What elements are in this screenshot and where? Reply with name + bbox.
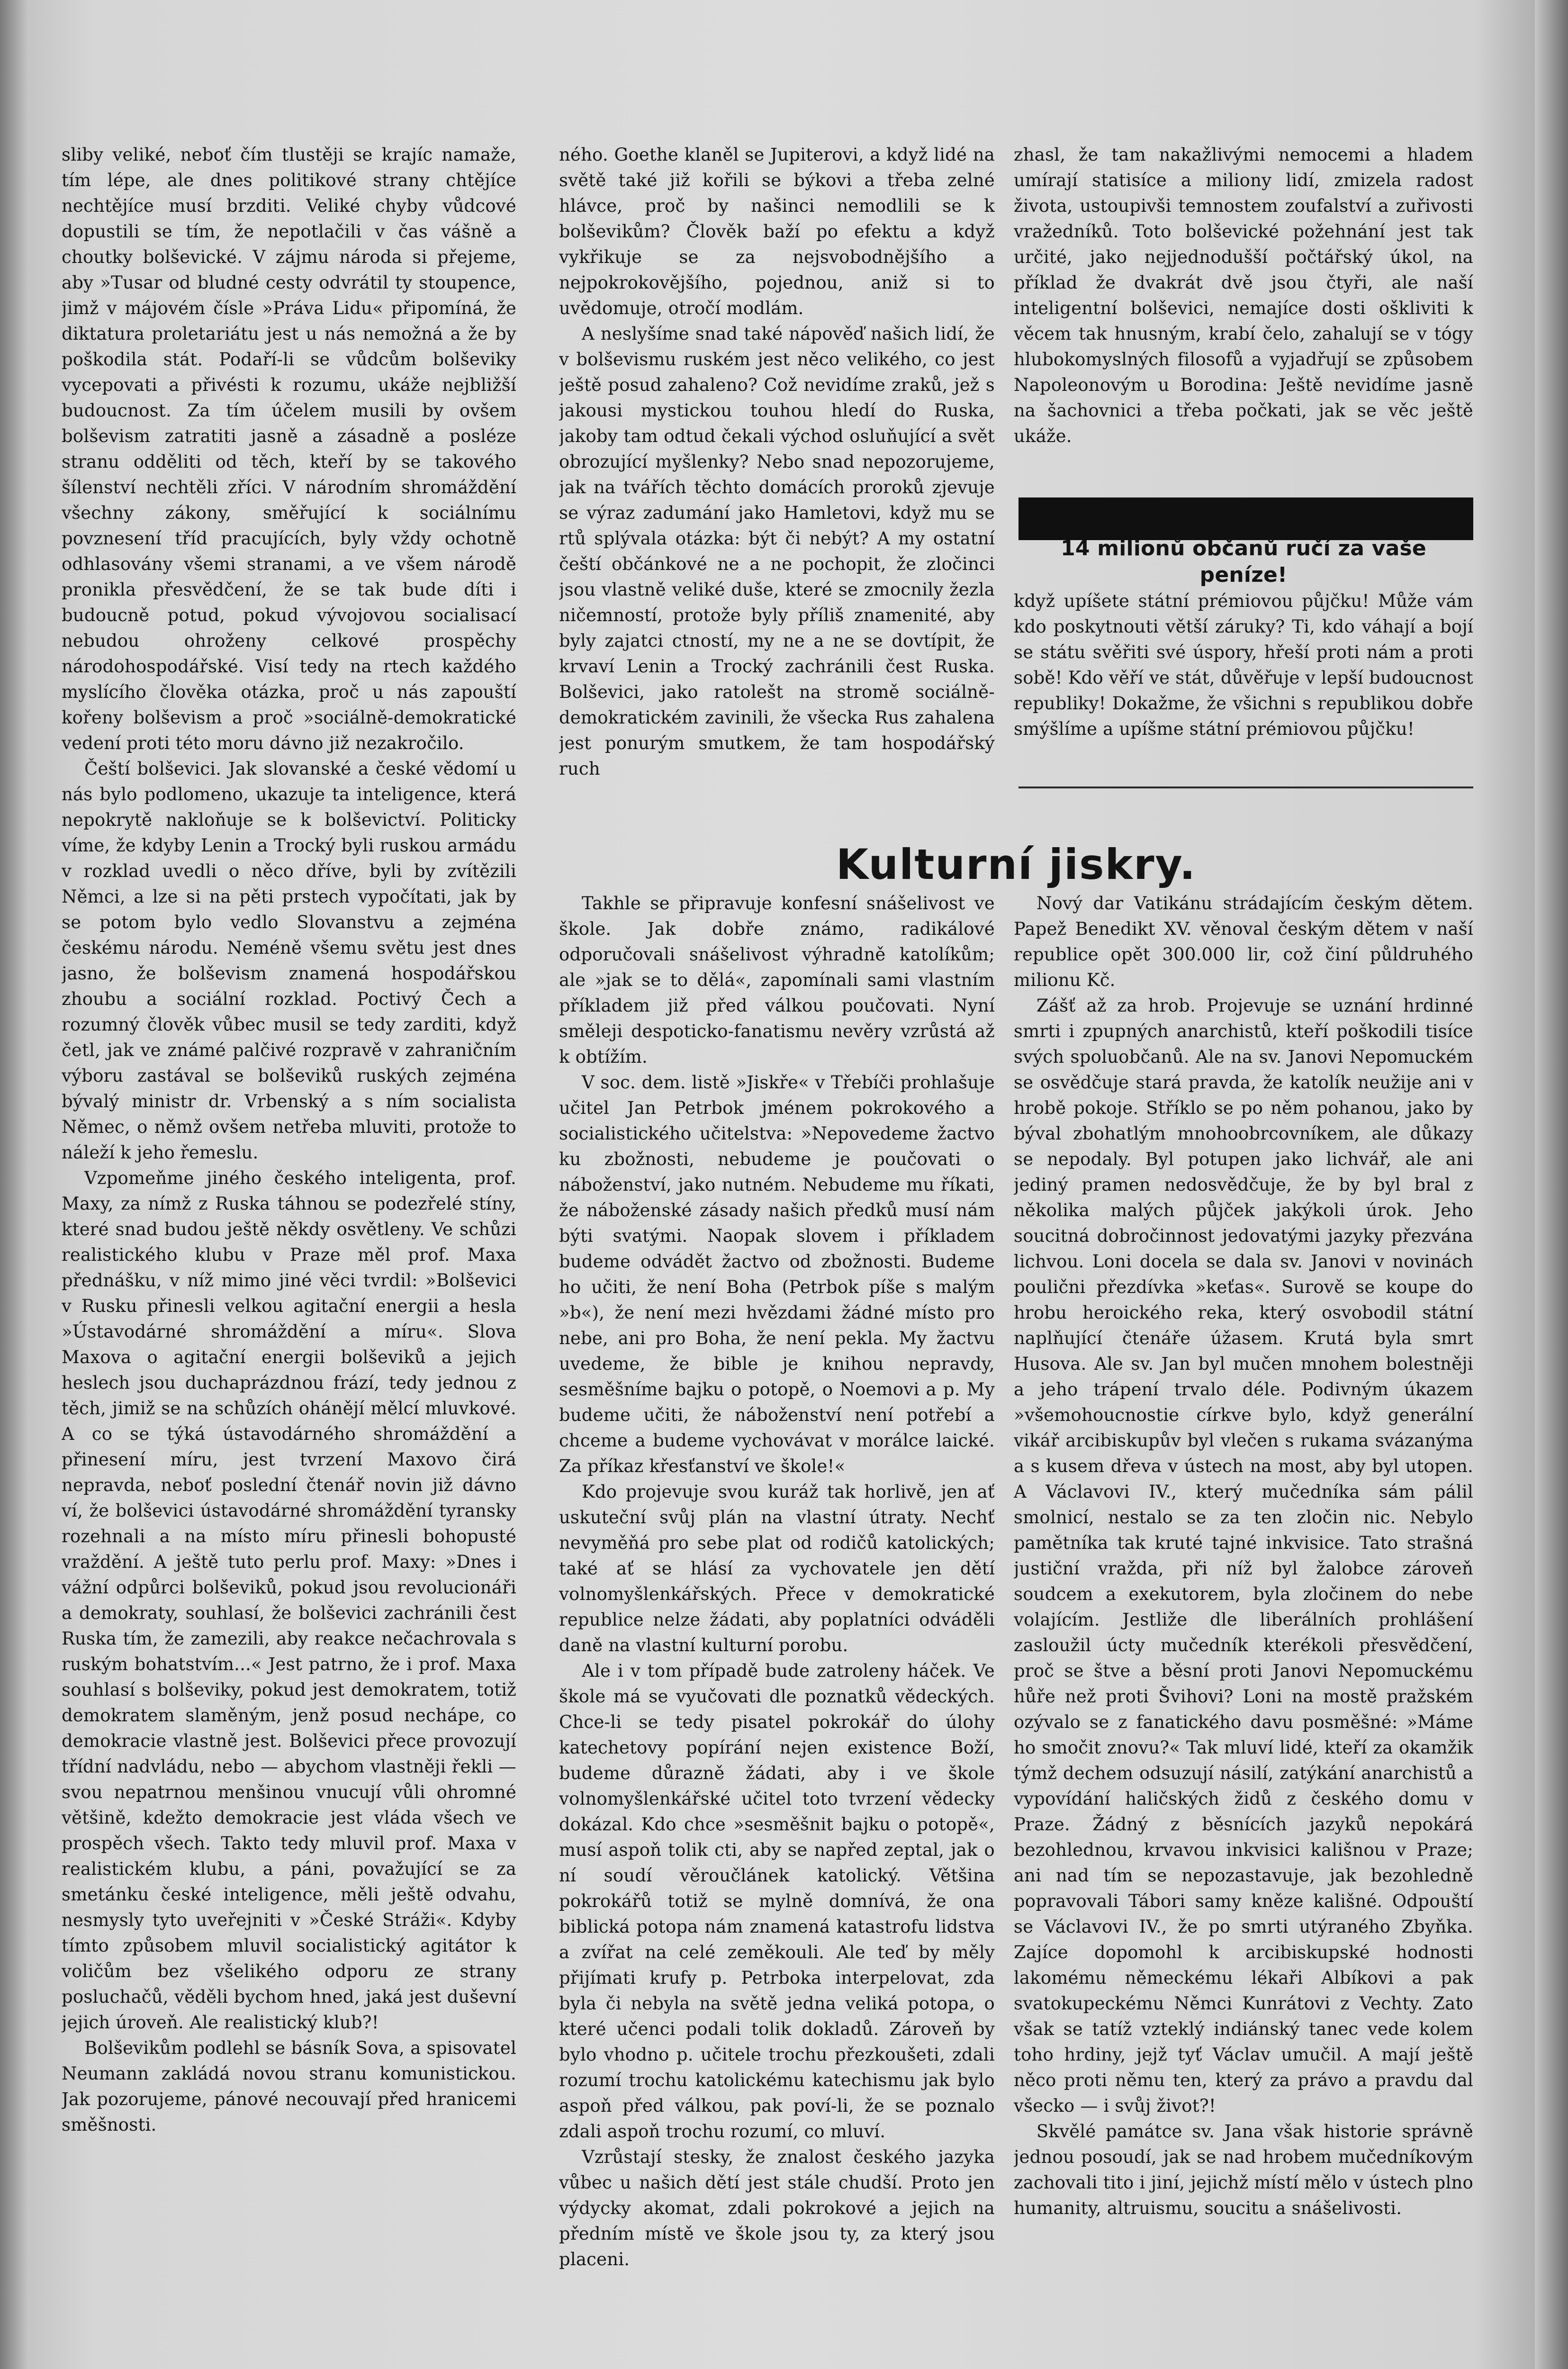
black-divider-bar (1018, 497, 1473, 540)
article-paragraph: zhasl, že tam nakažlivými nemocemi a hladem umírají statisíce a miliony lidí, zmizela radost života, ustoupivši temnostem zoufalství a zuřivosti vražedníků. Toto bolševické požehnání jest tak určité, jako nejjednodušší počtářský úkol, na příklad že dvakrát dvě jsou čtyři, ale naší inteligentní bolševici, nemajíce dosti oškliviti k věcem tak hnusným, krabí čelo, zahalují se v tógy hlubokomyslných filosofů a vyjadřují se způsobem Napoleonovým u Borodina: Ještě nevidíme jasně na šachovnici a třeba počkati, jak se věc ještě ukáže. (1014, 145, 1473, 446)
article-paragraph: A neslyšíme snad také nápověď našich lidí, že v bolševismu ruském jest něco velikého, co jest ještě posud zahaleno? Což nevidíme zraků, jež s jakousi mystickou touhou hledí do Ruska, jakoby tam odtud čekali východ osluňující a svět obrozující myšlenky? Nebo snad nepozorujeme, jak na tvářích těchto domácích proroků zjevuje se výraz zadumání jako Hamletovi, když mu se rtů splývala otázka: být či nebýt? A my ostatní čeští občánkové ne a ne pochopit, že zločinci jsou vlastně veliké duše, které se zmocnily žezla ničemností, protože byly příliš znamenité, aby byly zajatci ctností, my ne a ne se dovtípit, že krvaví Lenin a Trocký zachránili čest Ruska. Bolševici, jako ratolešt na stromě sociálně-demokratickém zavinili, že všecka Rus zahalena jest ponurým smutkem, že tam hospodářský ruch (559, 324, 995, 779)
article-paragraph: Čeští bolševici. Jak slovanské a české vědomí u nás bylo podlomeno, ukazuje ta inteligence, která nepokrytě nakloňuje se k bolševictví. Politicky víme, že kdyby Lenin a Trocký byli ruskou armádu v rozklad uvedli o něco dříve, byli by zvítězili Němci, a lze si na pěti prstech vypočítati, jak by se potom bylo vedlo Slovanstvu a zejména českému národu. Neméně všemu světu jest dnes jasno, že bolševism znamená hospodářskou zhoubu a sociální rozklad. Poctivý Čech a rozumný člověk vůbec musil se tedy zarditi, když četl, jak ve známé palčivé rozpravě v zahraničním výboru zastával se bolševiků ruských zejména bývalý ministr dr. Vrbenský a s ním socialista Němec, o němž ovšem netřeba mluviti, protože to náleží k jeho řemeslu. (62, 759, 516, 1163)
article-paragraph: Takhle se připravuje konfesní snášelivost ve škole. Jak dobře známo, radikálové odporučovali snášelivost výhradně katolíkům; ale »jak se to dělá«, zapomínali sami vlastním příkladem již před válkou poučovati. Nyní směleji despoticko-fanatismu nevěry vzrůstá až k obtížím. (559, 893, 995, 1067)
divider-rule (1018, 787, 1473, 788)
column-right-top (1014, 142, 1473, 483)
section-headline: Kulturní jiskry. (836, 840, 1197, 889)
article-paragraph: Zášť až za hrob. Projevuje se uznání hrdinné smrti i zpupných anarchistů, kteří poškodili tisíce svých spoluobčanů. Ale na sv. Janovi Nepomuckém se osvědčuje stará pravda, že katolík neužije ani v hrobě pokoje. Stříklo se po něm pohanou, jako by býval zbohatlým mnohoobrcovníkem, ale důkazy se nepodaly. Byl potupen jako lichvář, ale ani jediný pramen nedosvědčuje, že by byl bral z několika malých půjček jakýkoli úrok. Jeho soucitná dobročinnost jedovatými jazyky přezvána lichvou. Loni docela se dala sv. Janovi v novinách poulični přezdívka »keťas«. Surově se koupe do hrobu heroického reka, který osvobodil státní naplňující čtenáře úžasem. Krutá byla smrt Husova. Ale sv. Jan byl mučen mnohem bolestněji a jeho trápení trvalo déle. Podivným úkazem »všemohoucnostie církve bylo, když generální vikář arcibiskupův byl vlečen s rukama svázanýma a s kusem dřeva v ústech na most, aby byl utopen. A Václavovi IV., který mučedníka sám pálil smolnicí, nestalo se za ten zločin nic. Nebylo pamětníka tak kruté tajné inkvisice. Tato strašná justiční vražda, při níž byl žalobce zároveň soudcem a exekutorem, byla zločinem do nebe volajícím. Jestliže dle liberálních prohlášení zasloužil úcty mučedník kterékoli přesvědčení, proč se štve a běsní proti Janovi Nepomuckému hůře než proti Švihovi? Loni na mostě pražském ozývalo se z fanatického davu posměšné: »Máme ho smočit znovu?« Tak mluví lidé, kteří za okamžik týmž dechem odsuzují násilí, zatýkání anarchistů a vypovídání haličských židů z českého domu v Praze. Žádný z běsnících jazyků nepokárá bezohlednou, krvavou inkvisici kališnou v Praze; ani nad tím se nepozastavuje, jak bezohledně popravovali Tábori samy kněze kališné. Odpouští se Václavovi IV., že po smrti utýraného Zbyňka. Zajíce dopomohl k arcibiskupské hodnosti lakomému německému lékaři Albíkovi a pak svatokupeckému Němci Kunrátovi z Vechty. Zato však se tatíž vzteklý indiánský tanec vede kolem toho hrdiny, jejž tyť Václav umučil. A mají ještě něco proti němu ten, který za právo a pravdu dal všecko — i svůj život?! (1014, 995, 1473, 2116)
ad-text: když upíšete státní prémiovou půjčku! Může vám kdo poskytnouti větší záruky? Ti, kdo váhají a bojí se státu svěřiti své úspory, hřeší proti nám a proti sobě! Kdo věří ve stát, důvěřuje v lepší budoucnost republiky! Dokažme, že všichni s republikou dobře smýšlíme a upíšme státní prémiovou půjčku! (1014, 591, 1473, 739)
article-paragraph: ného. Goethe klaněl se Jupiterovi, a když lidé na světě také již kořili se býkovi a třeba zelné hlávce, proč by našinci nemodlili se k bolševikům? Člověk baží po efektu a když vykřikuje se za nejsvobodnějšího a nejpokrokovějšího, pojednou, aniž si to uvědomuje, otročí modlám. (559, 145, 995, 318)
scan-shadow-left (0, 0, 28, 2369)
article-paragraph: Bolševikům podlehl se básník Sova, a spisovatel Neumann zakládá novou stranu komunistickou. Jak pozorujeme, pánové necouvají před hranicemi směšnosti. (62, 2038, 516, 2135)
column-middle-bottom (559, 891, 995, 2369)
article-paragraph: Ale i v tom případě bude zatroleny háček. Ve škole má se vyučovati dle poznatků vědeckých. Chce-li se tedy pisatel pokrokář do úlohy katechetovy popírání nejen existence Boží, budeme důrazně žádati, aby i ve škole volnomyšlenkářské učitel toto tvrzení vědecky dokázal. Kdo chce »sesměšnit bajku o potopě«, musí aspoň tolik cti, aby se napřed zeptal, jak o ní soudí věroučlánek katolický. Většina pokrokářů totiž se mylně domnívá, že ona biblická potopa nám znamená katastrofu lidstva a zvířat na celé zeměkouli. Ale teď by měly přijímati krufy p. Petrboka interpelovat, zda byla či nebyla na světě jedna veliká potopa, o které učenci podali tolik dokladů. Zároveň by bylo vhodno p. učitele trochu přezkoušeti, zdali rozumí trochu katolickému katechismu jak bylo aspoň před válkou, pak poví-li, že se poznalo zdali aspoň trochu rozumí, co mluví. (559, 1661, 995, 2142)
loan-advertisement (1014, 535, 1473, 782)
article-paragraph: Skvělé památce sv. Jana však historie správně jednou posoudí, jak se nad hrobem mučedníkovým zachovali tito i jiní, jejichž místí mělo v ústech plno humanity, altruismu, soucitu a snášelivosti. (1014, 2121, 1473, 2218)
article-paragraph: Vzrůstají stesky, že znalost českého jazyka vůbec u našich dětí jest stále chudší. Proto jen výdycky akomat, zdali pokrokové a jejich na předním místě ve škole jsou ty, za který jsou placeni. (559, 2147, 995, 2270)
article-paragraph: V soc. dem. listě »Jiskře« v Třebíči prohlašuje učitel Jan Petrbok jménem pokrokového a socialistického učitelstva: »Nepovedeme žactvo ku zbožnosti, nebudeme je poučovati o náboženství, jako nutném. Nebudeme mu říkati, že náboženské zásady našich předků musí nám býti svatými. Naopak slovem i příkladem budeme odvádět žactvo od zbožnosti. Budeme ho učiti, že není Boha (Petrbok píše s malým »b«), že není mezi hvězdami žádné místo pro nebe, ani pro Boha, že není pekla. My žactvu uvedeme, že bible je knihou nepravdy, sesměšníme bajku o potopě, o Noemovi a p. My budeme učiti, že náboženství není potřebí a chceme a budeme vychovávat v morálce laické. Za příkaz křesťanství ve škole!« (559, 1072, 995, 1476)
article-paragraph: Kdo projevuje svou kuráž tak horlivě, jen ať uskuteční svůj plán na vlastní útraty. Nechť nevyměňá pro sebe plat od rodičů katolických; také ať se hlásí za vychovatele jen dětí volnomyšlenkářských. Přece v demokratické republice nelze žádati, aby poplatníci odváděli daně na vlastní kulturní porobu. (559, 1482, 995, 1655)
article-paragraph: Vzpomeňme jiného českého inteligenta, prof. Maxy, za nímž z Ruska táhnou se podezřelé stíny, které snad budou ještě někdy osvětleny. Ve schůzi realistického klubu v Praze měl prof. Maxa přednášku, v níž mimo jiné věci tvrdil: »Bolševici v Rusku přinesli velkou agitační energii a hesla »Ústavodárné shromáždění a míru«. Slova Maxova o agitační energii bolševiků a jejich heslech jsou duchaprázdnou frází, tedy jednou z těch, jimiž se na schůzích ohánějí mělcí mluvkové. A co se týká ústavodárného shromáždění a přinesení míru, jest tvrzení Maxovo čirá nepravda, neboť poslední čtenář novin již dávno ví, že bolševici ústavodárné shromáždění tyransky rozehnali a na místo míru přinesli bohopusté vraždění. A ještě tuto perlu prof. Maxy: »Dnes i vážní odpůrci bolševiků, pokud jsou revolucionáři a demokraty, souhlasí, že bolševici zachránili čest Ruska tím, že zamezili, aby reakce nečachrovala s ruským bohatstvím...« Jest patrno, že i prof. Maxa souhlasí s bolševiky, pokud jest demokratem, totiž demokratem slaměným, jenž posud nechápe, co demokracie vlastně jest. Bolševici přece provozují třídní nadvládu, nebo — abychom vlastněji řekli — svou nepatrnou menšinou vnucují vůli ohromné většině, kdežto demokracie jest vláda všech ve prospěch všech. Takto tedy mluvil prof. Maxa v realistickém klubu, a páni, považující se za smetánku české inteligence, měli ještě odvahu, nesmysly tyto uveřejniti v »České Stráži«. Kdyby tímto způsobem mluvil socialistický agitátor k voličům bez všelikého odporu ze strany posluchačů, věděli bychom hned, jaká jest duševní jejich úroveň. Ale realistický klub?! (62, 1168, 516, 2033)
article-paragraph: Nový dar Vatikánu strádajícím českým dětem. Papež Benedikt XV. věnoval českým dětem v naší republice opět 300.000 lir, což činí půldruhého milionu Kč. (1014, 893, 1473, 990)
column-left (62, 142, 516, 2369)
article-paragraph: sliby veliké, neboť čím tlustěji se krajíc namaže, tím lépe, ale dnes politikové strany chtějíce nechtějíce musí brzditi. Veliké chyby vůdcové dopustili se tím, že nepotlačili v čas vášně a choutky bolševické. V zájmu národa si přejeme, aby »Tusar od bludné cesty odvrátil ty stoupence, jimž v májovém čísle »Práva Lidu« připomíná, že diktatura proletariátu jest u nás nemožná a že by poškodila stát. Podaří-li se vůdcům bolševiky vycepovati a přivésti k rozumu, ukáže nejbližší budoucnost. Za tím účelem musili by ovšem bolševism zatratiti jasně a zásadně a posléze stranu odděliti od těch, kteří by se takového šílenství nechtěli zříci. V národním shromáždění všechny zákony, směřující k sociálnímu povznesení tříd pracujících, byly vždy ochotně odhlasovány všemi stranami, a ve všem národě pronikla přesvědčení, že se tak bude díti i budoucně potud, pokud vývojovou socialisací nebudou ohroženy celkové prospěchy národohospodářské. Visí tedy na rtech každého myslícího člověka otázka, proč u nás zapouští kořeny bolševism a proč »sociálně-demokratické vedení proti této moru dávno již nezakročilo. (62, 145, 516, 753)
scan-shadow-right (1535, 0, 1568, 2369)
column-middle-top (559, 142, 995, 810)
column-right-bottom (1014, 891, 1473, 2369)
ad-title: 14 milionů občanů ručí za vaše peníze! (1061, 536, 1426, 587)
